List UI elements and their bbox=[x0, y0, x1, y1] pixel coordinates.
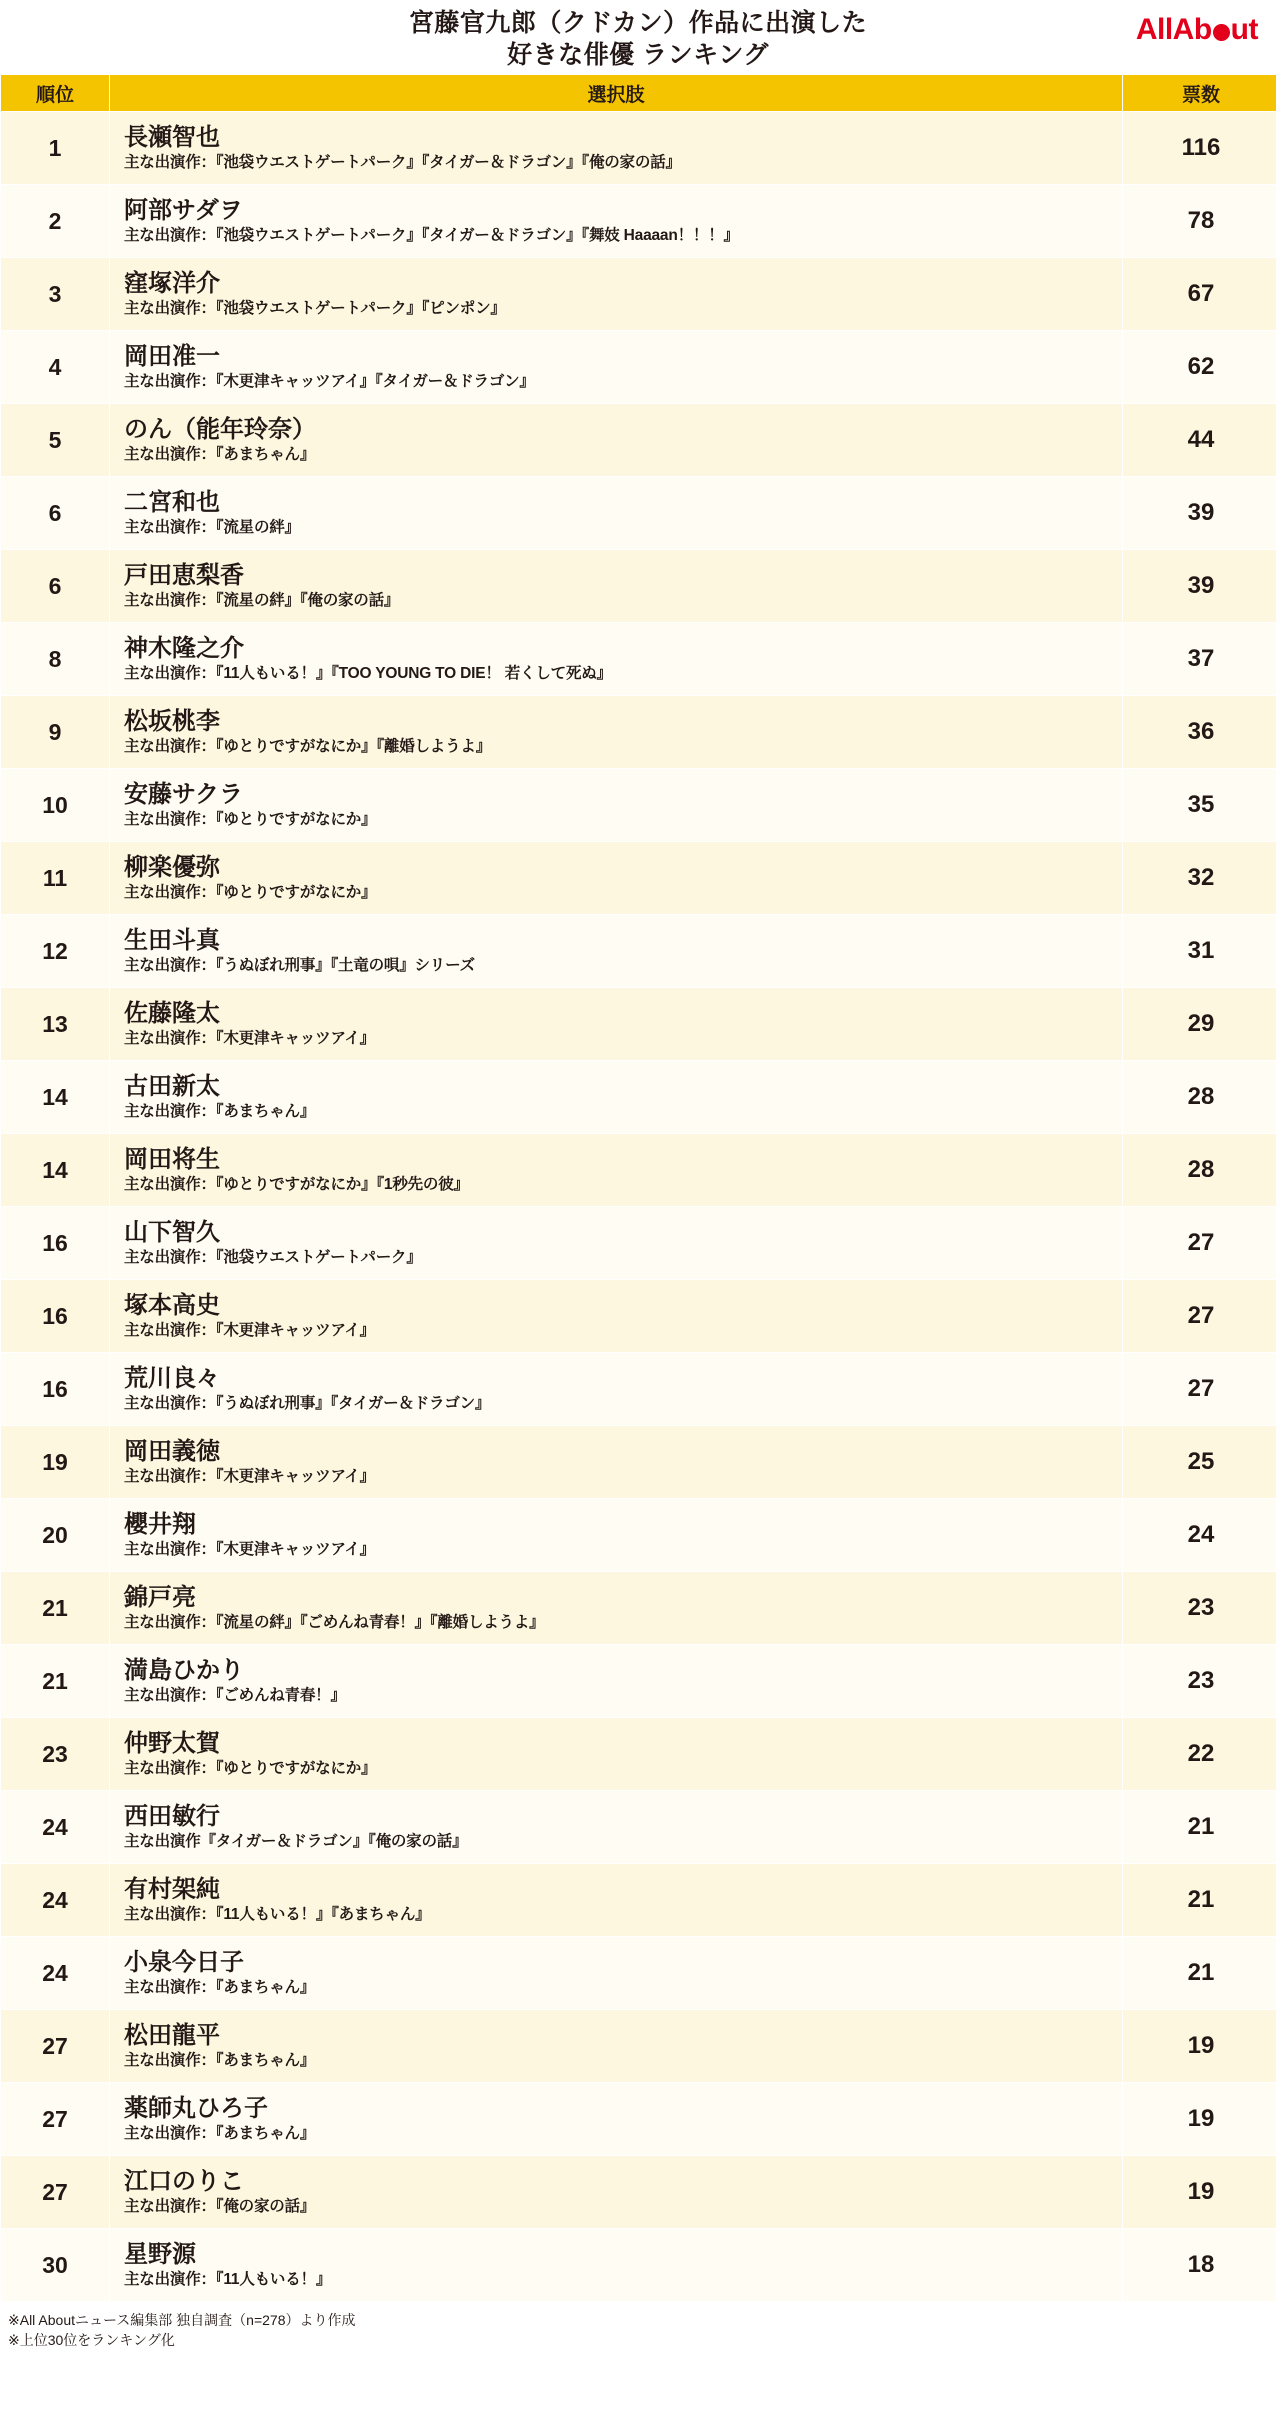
table-row bbox=[1, 258, 1276, 331]
brand-dot-icon bbox=[1213, 24, 1230, 41]
rank-cell: 13 bbox=[1, 988, 110, 1061]
page-title bbox=[409, 7, 867, 71]
rank-cell: 8 bbox=[1, 623, 110, 696]
table-body bbox=[1, 112, 1276, 2302]
allabout-logo bbox=[1136, 10, 1258, 50]
choice-cell bbox=[110, 988, 1123, 1061]
actor-works: 主な出演作：『ごめんね青春！』 bbox=[124, 1686, 346, 1704]
actor-works: 主な出演作：『うぬぼれ刑事』『土竜の唄』シリーズ bbox=[124, 956, 475, 974]
actor-name: 二宮和也 bbox=[124, 488, 220, 516]
actor-name: 古田新太 bbox=[124, 1072, 220, 1100]
votes-cell: 27 bbox=[1123, 1280, 1276, 1353]
choice-cell bbox=[110, 1353, 1123, 1426]
votes-cell: 67 bbox=[1123, 258, 1276, 331]
actor-works: 主な出演作：『池袋ウエストゲートパーク』『ピンポン』 bbox=[124, 299, 506, 317]
actor-name: 松田龍平 bbox=[124, 2021, 220, 2049]
footnote-2: ※上位30位をランキング化 bbox=[8, 2332, 175, 2349]
table-row bbox=[1, 1207, 1276, 1280]
votes-cell: 78 bbox=[1123, 185, 1276, 258]
choice-cell bbox=[110, 769, 1123, 842]
votes-cell: 23 bbox=[1123, 1572, 1276, 1645]
table-row bbox=[1, 1280, 1276, 1353]
table-row bbox=[1, 550, 1276, 623]
table-row bbox=[1, 112, 1276, 185]
actor-works: 主な出演作：『木更津キャッツアイ』『タイガー＆ドラゴン』 bbox=[124, 372, 535, 390]
actor-works: 主な出演作：『木更津キャッツアイ』 bbox=[124, 1321, 375, 1339]
rank-cell: 11 bbox=[1, 842, 110, 915]
choice-cell bbox=[110, 185, 1123, 258]
votes-cell: 28 bbox=[1123, 1061, 1276, 1134]
votes-cell: 28 bbox=[1123, 1134, 1276, 1207]
actor-works: 主な出演作：『流星の絆』『ごめんね青春！』『離婚しようよ』 bbox=[124, 1613, 545, 1631]
votes-cell: 44 bbox=[1123, 404, 1276, 477]
votes-cell: 32 bbox=[1123, 842, 1276, 915]
column-header-choice: 選択肢 bbox=[110, 75, 1123, 112]
choice-cell bbox=[110, 1134, 1123, 1207]
rank-cell: 3 bbox=[1, 258, 110, 331]
table-row bbox=[1, 404, 1276, 477]
votes-cell: 37 bbox=[1123, 623, 1276, 696]
actor-works: 主な出演作：『流星の絆』 bbox=[124, 518, 300, 536]
actor-works: 主な出演作：『ゆとりですがなにか』『1秒先の彼』 bbox=[124, 1175, 469, 1193]
rank-cell: 16 bbox=[1, 1207, 110, 1280]
table-row bbox=[1, 2083, 1276, 2156]
rank-cell: 27 bbox=[1, 2010, 110, 2083]
choice-cell bbox=[110, 1791, 1123, 1864]
actor-name: 佐藤隆太 bbox=[124, 999, 220, 1027]
votes-cell: 22 bbox=[1123, 1718, 1276, 1791]
table-row bbox=[1, 477, 1276, 550]
table-header bbox=[1, 75, 1276, 112]
actor-name: 櫻井翔 bbox=[124, 1510, 196, 1538]
choice-cell bbox=[110, 2229, 1123, 2302]
table-row bbox=[1, 1061, 1276, 1134]
actor-name: 岡田将生 bbox=[124, 1145, 220, 1173]
actor-works: 主な出演作：『木更津キャッツアイ』 bbox=[124, 1540, 375, 1558]
votes-cell: 36 bbox=[1123, 696, 1276, 769]
choice-cell bbox=[110, 2010, 1123, 2083]
actor-name: 松坂桃李 bbox=[124, 707, 220, 735]
rank-cell: 5 bbox=[1, 404, 110, 477]
rank-cell: 23 bbox=[1, 1718, 110, 1791]
table-row bbox=[1, 1791, 1276, 1864]
column-header-rank: 順位 bbox=[1, 75, 110, 112]
rank-cell: 10 bbox=[1, 769, 110, 842]
choice-cell bbox=[110, 1280, 1123, 1353]
table-row bbox=[1, 842, 1276, 915]
actor-works: 主な出演作：『あまちゃん』 bbox=[124, 1102, 316, 1120]
votes-cell: 21 bbox=[1123, 1791, 1276, 1864]
actor-works: 主な出演作：『ゆとりですがなにか』 bbox=[124, 883, 377, 901]
rank-cell: 24 bbox=[1, 1864, 110, 1937]
choice-cell bbox=[110, 1207, 1123, 1280]
votes-cell: 35 bbox=[1123, 769, 1276, 842]
column-header-votes: 票数 bbox=[1123, 75, 1276, 112]
choice-cell bbox=[110, 1864, 1123, 1937]
header bbox=[0, 0, 1276, 74]
rank-cell: 21 bbox=[1, 1572, 110, 1645]
actor-name: 小泉今日子 bbox=[124, 1948, 244, 1976]
actor-name: 山下智久 bbox=[124, 1218, 220, 1246]
actor-name: 安藤サクラ bbox=[124, 780, 244, 808]
votes-cell: 19 bbox=[1123, 2083, 1276, 2156]
votes-cell: 25 bbox=[1123, 1426, 1276, 1499]
rank-cell: 9 bbox=[1, 696, 110, 769]
choice-cell bbox=[110, 842, 1123, 915]
actor-name: 星野源 bbox=[124, 2240, 196, 2268]
table-row bbox=[1, 185, 1276, 258]
actor-works: 主な出演作：『ゆとりですがなにか』 bbox=[124, 1759, 377, 1777]
footnotes bbox=[0, 2302, 1276, 2357]
rank-cell: 19 bbox=[1, 1426, 110, 1499]
actor-works: 主な出演作：『池袋ウエストゲートパーク』『タイガー＆ドラゴン』『俺の家の話』 bbox=[124, 153, 681, 171]
choice-cell bbox=[110, 1499, 1123, 1572]
votes-cell: 21 bbox=[1123, 1864, 1276, 1937]
table-row bbox=[1, 2156, 1276, 2229]
rank-cell: 2 bbox=[1, 185, 110, 258]
votes-cell: 27 bbox=[1123, 1207, 1276, 1280]
votes-cell: 29 bbox=[1123, 988, 1276, 1061]
table-row bbox=[1, 915, 1276, 988]
actor-works: 主な出演作：『あまちゃん』 bbox=[124, 2051, 316, 2069]
table-row bbox=[1, 1134, 1276, 1207]
table-row bbox=[1, 331, 1276, 404]
rank-cell: 14 bbox=[1, 1061, 110, 1134]
choice-cell bbox=[110, 2083, 1123, 2156]
title-line-2: 好きな俳優 ランキング bbox=[507, 41, 769, 69]
votes-cell: 27 bbox=[1123, 1353, 1276, 1426]
actor-name: 有村架純 bbox=[124, 1875, 220, 1903]
votes-cell: 39 bbox=[1123, 550, 1276, 623]
choice-cell bbox=[110, 258, 1123, 331]
rank-cell: 21 bbox=[1, 1645, 110, 1718]
table-row bbox=[1, 769, 1276, 842]
actor-name: 満島ひかり bbox=[124, 1656, 244, 1684]
votes-cell: 24 bbox=[1123, 1499, 1276, 1572]
actor-works: 主な出演作：『木更津キャッツアイ』 bbox=[124, 1029, 375, 1047]
votes-cell: 18 bbox=[1123, 2229, 1276, 2302]
actor-works: 主な出演作：『池袋ウエストゲートパーク』『タイガー＆ドラゴン』『舞妓 Haaaan！！！』 bbox=[124, 226, 739, 244]
table-row bbox=[1, 1645, 1276, 1718]
choice-cell bbox=[110, 696, 1123, 769]
brand-text-part1: AllAb bbox=[1135, 13, 1212, 46]
actor-works: 主な出演作：『あまちゃん』 bbox=[124, 445, 316, 463]
rank-cell: 6 bbox=[1, 477, 110, 550]
votes-cell: 31 bbox=[1123, 915, 1276, 988]
table-row bbox=[1, 1718, 1276, 1791]
choice-cell bbox=[110, 1937, 1123, 2010]
choice-cell bbox=[110, 1645, 1123, 1718]
actor-works: 主な出演作：『木更津キャッツアイ』 bbox=[124, 1467, 375, 1485]
actor-name: のん（能年玲奈） bbox=[124, 415, 316, 443]
table-row bbox=[1, 1864, 1276, 1937]
choice-cell bbox=[110, 1426, 1123, 1499]
rank-cell: 12 bbox=[1, 915, 110, 988]
choice-cell bbox=[110, 2156, 1123, 2229]
actor-name: 阿部サダヲ bbox=[124, 196, 243, 224]
actor-name: 窪塚洋介 bbox=[124, 269, 220, 297]
footnote-1: ※All Aboutニュース編集部 独自調査（n=278）より作成 bbox=[8, 2312, 356, 2328]
actor-name: 戸田恵梨香 bbox=[124, 561, 244, 589]
table-row bbox=[1, 1937, 1276, 2010]
actor-name: 荒川良々 bbox=[124, 1364, 220, 1392]
choice-cell bbox=[110, 1718, 1123, 1791]
actor-name: 錦戸亮 bbox=[124, 1583, 196, 1611]
actor-name: 生田斗真 bbox=[124, 926, 220, 954]
actor-works: 主な出演作：『流星の絆』『俺の家の話』 bbox=[124, 591, 400, 609]
rank-cell: 27 bbox=[1, 2083, 110, 2156]
actor-name: 神木隆之介 bbox=[124, 634, 244, 662]
actor-name: 岡田准一 bbox=[124, 342, 220, 370]
choice-cell bbox=[110, 915, 1123, 988]
choice-cell bbox=[110, 112, 1123, 185]
choice-cell bbox=[110, 331, 1123, 404]
actor-name: 塚本高史 bbox=[124, 1291, 220, 1319]
actor-name: 西田敏行 bbox=[124, 1802, 220, 1830]
title-line-1: 宮藤官九郎（クドカン）作品に出演した bbox=[408, 9, 868, 37]
table-row bbox=[1, 2010, 1276, 2083]
actor-name: 仲野太賀 bbox=[124, 1729, 220, 1757]
rank-cell: 6 bbox=[1, 550, 110, 623]
choice-cell bbox=[110, 1572, 1123, 1645]
table-row bbox=[1, 988, 1276, 1061]
choice-cell bbox=[110, 1061, 1123, 1134]
actor-name: 長瀬智也 bbox=[124, 123, 220, 151]
actor-works: 主な出演作：『俺の家の話』 bbox=[124, 2197, 316, 2215]
votes-cell: 21 bbox=[1123, 1937, 1276, 2010]
actor-works: 主な出演作：『あまちゃん』 bbox=[124, 2124, 316, 2142]
rank-cell: 24 bbox=[1, 1937, 110, 2010]
actor-works: 主な出演作『タイガー＆ドラゴン』『俺の家の話』 bbox=[124, 1832, 468, 1850]
brand-text bbox=[1136, 13, 1258, 47]
table-row bbox=[1, 623, 1276, 696]
votes-cell: 116 bbox=[1123, 112, 1276, 185]
table-row bbox=[1, 696, 1276, 769]
votes-cell: 62 bbox=[1123, 331, 1276, 404]
table-row bbox=[1, 1572, 1276, 1645]
ranking-table bbox=[0, 74, 1276, 2302]
choice-cell bbox=[110, 550, 1123, 623]
actor-name: 柳楽優弥 bbox=[124, 853, 220, 881]
choice-cell bbox=[110, 404, 1123, 477]
actor-works: 主な出演作：『11人もいる！』『あまちゃん』 bbox=[124, 1905, 431, 1923]
votes-cell: 39 bbox=[1123, 477, 1276, 550]
rank-cell: 27 bbox=[1, 2156, 110, 2229]
rank-cell: 30 bbox=[1, 2229, 110, 2302]
actor-name: 岡田義徳 bbox=[124, 1437, 220, 1465]
actor-works: 主な出演作：『あまちゃん』 bbox=[124, 1978, 316, 1996]
rank-cell: 20 bbox=[1, 1499, 110, 1572]
rank-cell: 14 bbox=[1, 1134, 110, 1207]
actor-works: 主な出演作：『うぬぼれ刑事』『タイガー＆ドラゴン』 bbox=[124, 1394, 491, 1412]
brand-text-part2: ut bbox=[1230, 13, 1258, 46]
actor-works: 主な出演作：『ゆとりですがなにか』『離婚しようよ』 bbox=[124, 737, 492, 755]
rank-cell: 1 bbox=[1, 112, 110, 185]
table-row bbox=[1, 2229, 1276, 2302]
rank-cell: 16 bbox=[1, 1280, 110, 1353]
actor-works: 主な出演作：『11人もいる！』『TOO YOUNG TO DIE！ 若くして死ぬ』 bbox=[124, 664, 612, 682]
actor-name: 薬師丸ひろ子 bbox=[124, 2094, 268, 2122]
actor-works: 主な出演作：『11人もいる！』 bbox=[124, 2270, 332, 2288]
votes-cell: 19 bbox=[1123, 2010, 1276, 2083]
votes-cell: 23 bbox=[1123, 1645, 1276, 1718]
choice-cell bbox=[110, 477, 1123, 550]
choice-cell bbox=[110, 623, 1123, 696]
actor-works: 主な出演作：『ゆとりですがなにか』 bbox=[124, 810, 377, 828]
table-header-row bbox=[1, 75, 1276, 112]
table-row bbox=[1, 1353, 1276, 1426]
table-row bbox=[1, 1499, 1276, 1572]
rank-cell: 24 bbox=[1, 1791, 110, 1864]
rank-cell: 16 bbox=[1, 1353, 110, 1426]
rank-cell: 4 bbox=[1, 331, 110, 404]
actor-name: 江口のりこ bbox=[124, 2167, 244, 2195]
votes-cell: 19 bbox=[1123, 2156, 1276, 2229]
actor-works: 主な出演作：『池袋ウエストゲートパーク』 bbox=[124, 1248, 422, 1266]
table-row bbox=[1, 1426, 1276, 1499]
